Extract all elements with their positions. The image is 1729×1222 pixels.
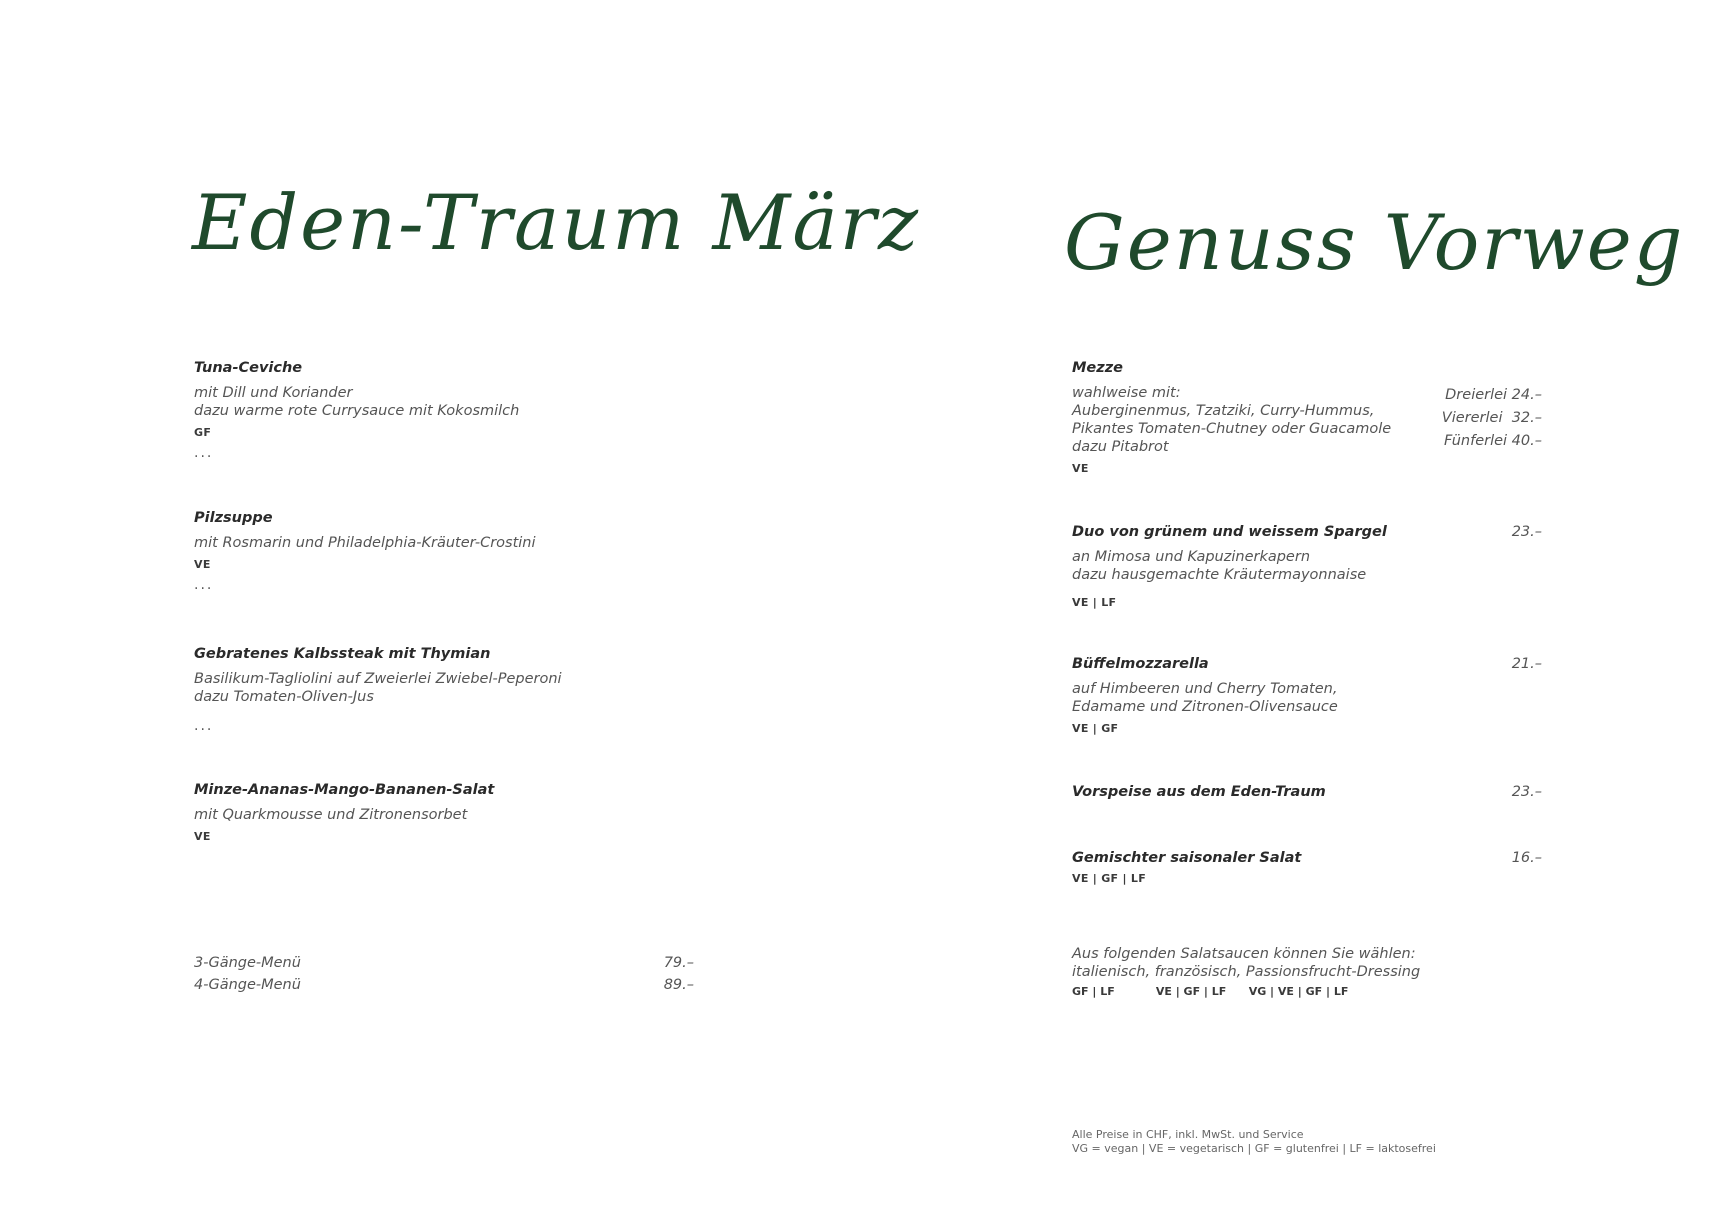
dish-name: Mezze bbox=[1072, 360, 1123, 376]
menu-price: 79.– bbox=[663, 955, 694, 971]
diet-tag: VG | VE | GF | LF bbox=[1248, 985, 1349, 998]
dish-price: 16.– bbox=[1511, 850, 1542, 866]
dish-price: 23.– bbox=[1511, 784, 1542, 800]
diet-tag: VE | LF bbox=[1072, 596, 1117, 609]
dish-desc bbox=[194, 670, 694, 706]
item-bueffelmozzarella bbox=[1072, 656, 1542, 735]
desc-line: mit Quarkmousse und Zitronensorbet bbox=[194, 807, 468, 823]
dish-name: Pilzsuppe bbox=[194, 510, 273, 526]
salad-sauces bbox=[1072, 945, 1542, 998]
sauces-desc bbox=[1072, 945, 1542, 981]
footnote bbox=[1072, 1128, 1436, 1156]
desc-line: Pikantes Tomaten-Chutney oder Guacamole bbox=[1072, 421, 1392, 437]
desc-line: auf Himbeeren und Cherry Tomaten, bbox=[1072, 681, 1338, 697]
desc-line: dazu Tomaten-Oliven-Jus bbox=[194, 689, 374, 705]
diet-tag: VE bbox=[194, 558, 211, 571]
course-3 bbox=[194, 646, 694, 734]
dish-desc bbox=[194, 806, 694, 824]
left-page-title: Eden-Traum März bbox=[192, 178, 921, 267]
separator-dots: ... bbox=[194, 718, 214, 734]
desc-line: dazu warme rote Currysauce mit Kokosmilch bbox=[194, 403, 520, 419]
desc-line: mit Dill und Koriander bbox=[194, 385, 353, 401]
dish-price: 21.– bbox=[1511, 656, 1542, 672]
diet-tag: GF bbox=[194, 426, 212, 439]
course-4 bbox=[194, 782, 694, 843]
course-1 bbox=[194, 360, 694, 461]
diet-tag: VE bbox=[194, 830, 211, 843]
menu-label: 4-Gänge-Menü bbox=[194, 977, 301, 993]
footnote-line: VG = vegan | VE = vegetarisch | GF = glutenfrei | LF = laktosefrei bbox=[1072, 1142, 1436, 1155]
price-option: Dreierlei 24.– bbox=[1445, 387, 1542, 403]
item-spargel bbox=[1072, 524, 1542, 609]
item-gemischter-salat bbox=[1072, 850, 1542, 885]
mezze-prices bbox=[1442, 384, 1542, 453]
dish-desc bbox=[1072, 680, 1542, 716]
desc-line: italienisch, französisch, Passionsfrucht-Dressing bbox=[1072, 964, 1421, 980]
dish-name: Büffelmozzarella bbox=[1072, 656, 1209, 672]
dish-name: Gemischter saisonaler Salat bbox=[1072, 850, 1302, 866]
desc-line: Basilikum-Tagliolini auf Zweierlei Zwiebel-Peperoni bbox=[194, 671, 562, 687]
dish-name: Gebratenes Kalbssteak mit Thymian bbox=[194, 646, 491, 662]
separator-dots: ... bbox=[194, 445, 214, 461]
desc-line: mit Rosmarin und Philadelphia-Kräuter-Crostini bbox=[194, 535, 536, 551]
diet-tag: GF | LF bbox=[1072, 985, 1115, 998]
desc-line: Aus folgenden Salatsaucen können Sie wählen: bbox=[1072, 946, 1416, 962]
diet-tag: VE bbox=[1072, 462, 1089, 475]
menu-price-3-courses bbox=[194, 955, 694, 971]
dish-desc bbox=[1072, 548, 1542, 584]
price-option: Fünferlei 40.– bbox=[1443, 433, 1542, 449]
diet-tag: VE | GF | LF bbox=[1072, 872, 1147, 885]
dish-name: Tuna-Ceviche bbox=[194, 360, 303, 376]
dish-price: 23.– bbox=[1511, 524, 1542, 540]
desc-line: wahlweise mit: bbox=[1072, 385, 1181, 401]
diet-tag: VE | GF bbox=[1072, 722, 1119, 735]
dish-desc bbox=[194, 534, 694, 552]
mezze bbox=[1072, 360, 1542, 475]
desc-line: dazu Pitabrot bbox=[1072, 439, 1169, 455]
desc-line: dazu hausgemachte Kräutermayonnaise bbox=[1072, 567, 1367, 583]
desc-line: Auberginenmus, Tzatziki, Curry-Hummus, bbox=[1072, 403, 1375, 419]
course-2 bbox=[194, 510, 694, 593]
price-option: Viererlei 32.– bbox=[1441, 410, 1542, 426]
dish-desc bbox=[194, 384, 694, 420]
menu-price-4-courses bbox=[194, 977, 694, 993]
right-page bbox=[864, 0, 1728, 1222]
item-vorspeise-eden-traum bbox=[1072, 784, 1542, 808]
desc-line: an Mimosa und Kapuzinerkapern bbox=[1072, 549, 1311, 565]
menu-label: 3-Gänge-Menü bbox=[194, 955, 301, 971]
separator-dots: ... bbox=[194, 577, 214, 593]
sauce-diet-tags bbox=[1072, 985, 1542, 998]
dish-name: Vorspeise aus dem Eden-Traum bbox=[1072, 784, 1326, 800]
footnote-line: Alle Preise in CHF, inkl. MwSt. und Service bbox=[1072, 1128, 1304, 1141]
menu-price: 89.– bbox=[663, 977, 694, 993]
dish-name: Duo von grünem und weissem Spargel bbox=[1072, 524, 1387, 540]
diet-tag: VE | GF | LF bbox=[1155, 985, 1227, 998]
desc-line: Edamame und Zitronen-Olivensauce bbox=[1072, 699, 1338, 715]
right-page-title: Genuss Vorweg bbox=[1064, 198, 1685, 287]
dish-name: Minze-Ananas-Mango-Bananen-Salat bbox=[194, 782, 495, 798]
